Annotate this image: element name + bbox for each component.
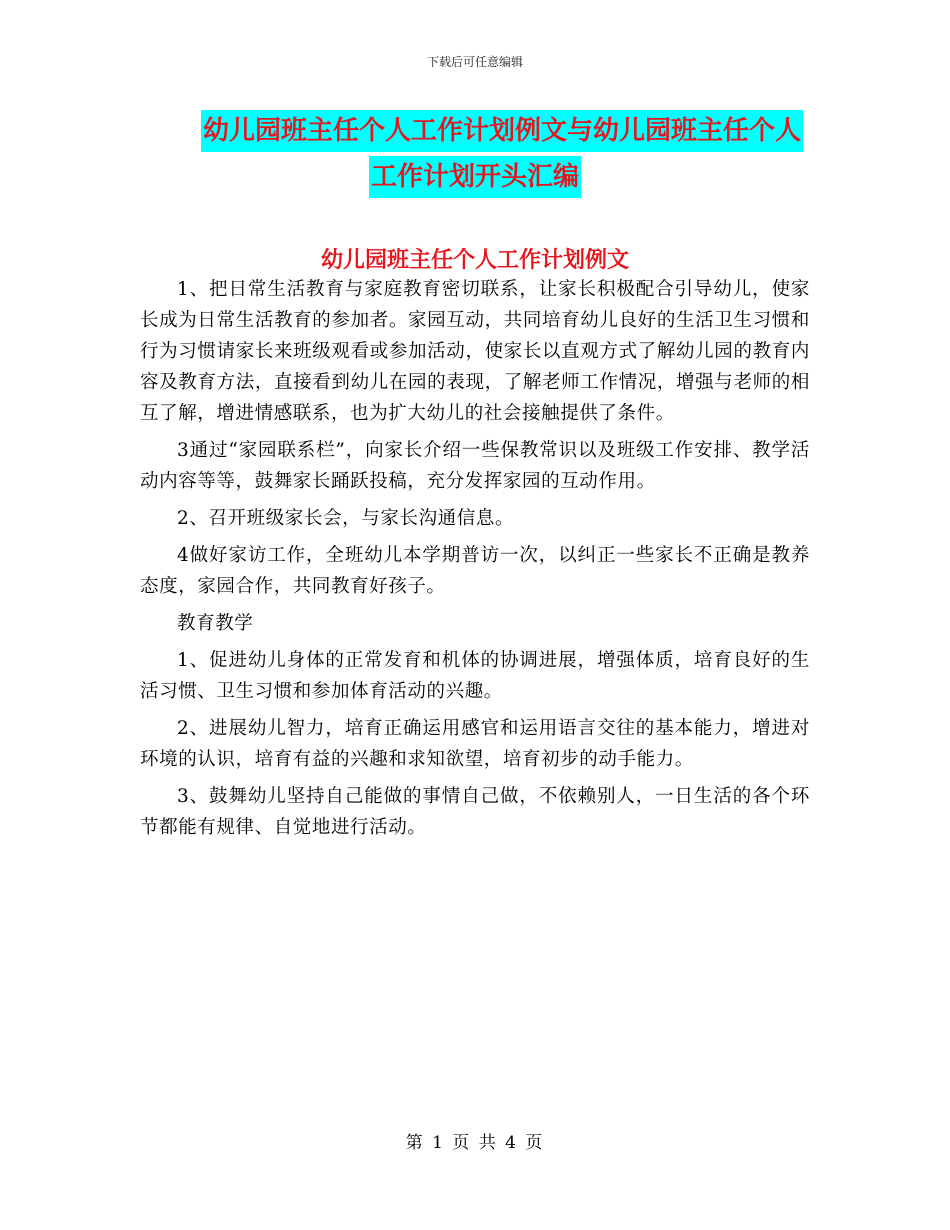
page-header: 下载后可任意编辑 [426, 55, 523, 69]
paragraph: 3通过“家园联系栏”，向家长介绍一些保教常识以及班级工作安排、教学活动内容等等，鼓舞家长踊跃投稿，充分发挥家园的互动作用。 [140, 440, 810, 492]
section-title: 幼儿园班主任个人工作计划例文 [320, 248, 629, 273]
paragraph: 2、召开班级家长会，与家长沟通信息。 [177, 508, 515, 529]
paragraph: 4做好家访工作，全班幼儿本学期普访一次，以纠正一些家长不正确是教养态度，家园合作，共同教育好孩子。 [140, 545, 810, 597]
paragraph: 1、促进幼儿身体的正常发育和机体的协调进展，增强体质，培育良好的生活习惯、卫生习惯和参加体育活动的兴趣。 [140, 650, 810, 702]
document-title [140, 110, 810, 202]
document-body [140, 274, 810, 843]
paragraph: 3、鼓舞幼儿坚持自己能做的事情自己做，不依赖别人，一日生活的各个环节都能有规律、自觉地进行活动。 [140, 786, 810, 838]
page-number: 第 1 页 共 4 页 [405, 1133, 545, 1153]
paragraph: 2、进展幼儿智力，培育正确运用感官和运用语言交往的基本能力，增进对环境的认识，培育有益的兴趣和求知欲望，培育初步的动手能力。 [140, 718, 810, 770]
paragraph-heading: 教育教学 [177, 613, 254, 634]
title-line-1: 幼儿园班主任个人工作计划例文与幼儿园班主任个人 [201, 110, 803, 152]
paragraph: 1、把日常生活教育与家庭教育密切联系，让家长积极配合引导幼儿，使家长成为日常生活教育的参加者。家园互动，共同培育幼儿良好的生活卫生习惯和行为习惯请家长来班级观看或参加活动，使家长以直观方式了解幼儿园的教育内容及教育方法，直接看到幼儿在园的表现，了解老师工作情况，增强与老师的相互了解，增进情感联系，也为扩大幼儿的社会接触提供了条件。 [140, 279, 810, 424]
title-line-2: 工作计划开头汇编 [369, 156, 581, 198]
